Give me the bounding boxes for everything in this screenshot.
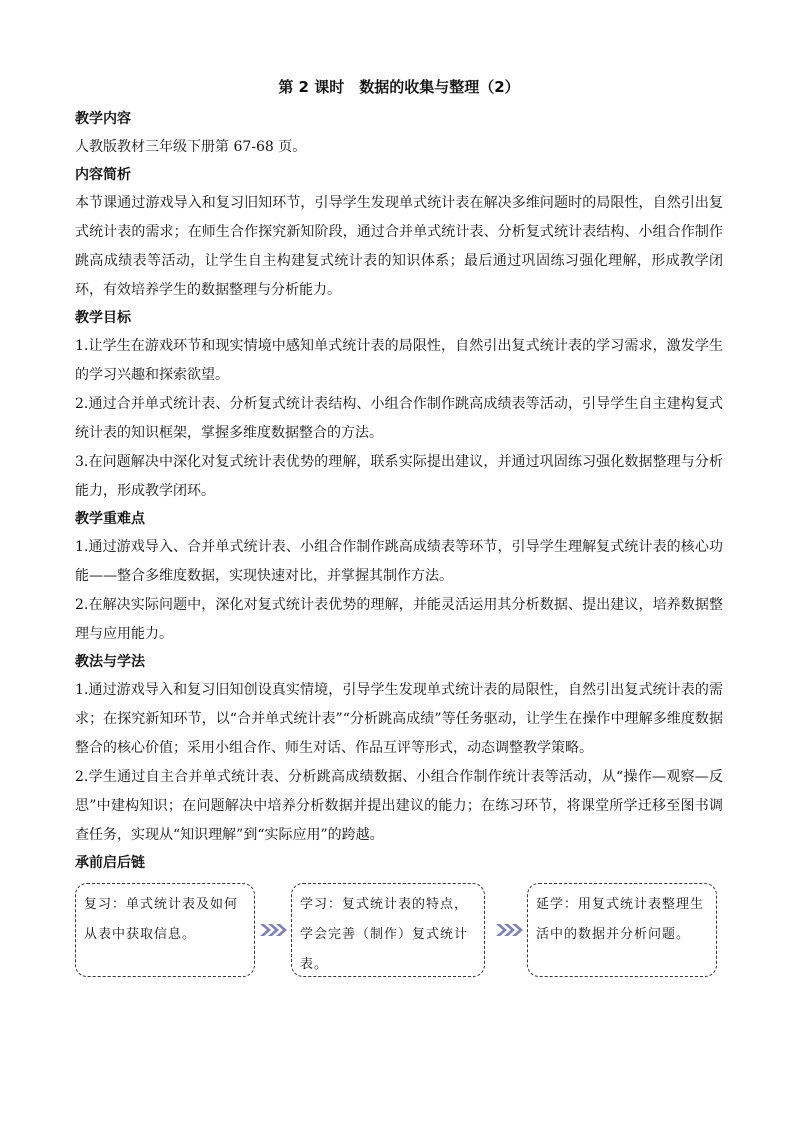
method-item: 2.学生通过自主合并单式统计表、分析跳高成绩数据、小组合作制作统计表等活动，从“操作—观察—反思”中建构知识；在问题解决中培养分析数据并提出建议的能力；在练习环节，将课堂所学迁移至图书调查任务，实现从“知识理解”到“实际应用”的跨越。 [75, 769, 723, 843]
double-chevron-right-icon [495, 923, 523, 937]
section-heading-keypoints: 教学重难点 [75, 511, 145, 527]
goal-item: 3.在问题解决中深化对复式统计表优势的理解，联系实际提出建议，并通过巩固练习强化数据整理与分析能力，形成教学闭环。 [75, 454, 723, 499]
chain-box-learn: 学习：复式统计表的特点，学会完善（制作）复式统计表。 [291, 883, 485, 977]
section-heading-methods: 教法与学法 [75, 654, 145, 670]
double-chevron-right-icon [259, 923, 287, 937]
section-heading-content: 教学内容 [75, 111, 131, 127]
document-page [75, 70, 723, 983]
section-heading-chain: 承前启后链 [75, 855, 145, 871]
goal-item: 1.让学生在游戏环节和现实情境中感知单式统计表的局限性，自然引出复式统计表的学习需求，激发学生的学习兴趣和探索欲望。 [75, 338, 723, 383]
section-heading-goals: 教学目标 [75, 310, 131, 326]
chain-box-extend: 延学：用复式统计表整理生活中的数据并分析问题。 [527, 883, 717, 977]
goal-item: 2.通过合并单式统计表、分析复式统计表结构、小组合作制作跳高成绩表等活动，引导学生自主建构复式统计表的知识框架，掌握多维度数据整合的方法。 [75, 396, 723, 441]
method-item: 1.通过游戏导入和复习旧知创设真实情境，引导学生发现单式统计表的局限性，自然引出复式统计表的需求；在探究新知环节，以“合并单式统计表”“分析跳高成绩”等任务驱动，让学生在操作中理解多维度数据整合的核心价值；采用小组合作、师生对话、作品互评等形式，动态调整教学策略。 [75, 682, 723, 756]
content-text: 人教版教材三年级下册第 67-68 页。 [75, 139, 307, 155]
chain-box-review: 复习：单式统计表及如何从表中获取信息。 [75, 883, 255, 977]
lesson-title: 第 2 课时 数据的收集与整理（2） [278, 78, 520, 96]
section-heading-summary: 内容简析 [75, 167, 131, 183]
lesson-chain-flow [75, 883, 723, 983]
keypoint-item: 2.在解决实际问题中，深化对复式统计表优势的理解，并能灵活运用其分析数据、提出建议，培养数据整理与应用能力。 [75, 597, 723, 642]
keypoint-item: 1.通过游戏导入、合并单式统计表、小组合作制作跳高成绩表等环节，引导学生理解复式统计表的核心功能——整合多维度数据，实现快速对比，并掌握其制作方法。 [75, 539, 723, 584]
summary-text: 本节课通过游戏导入和复习旧知环节，引导学生发现单式统计表在解决多维问题时的局限性，自然引出复式统计表的需求；在师生合作探究新知阶段，通过合并单式统计表、分析复式统计表结构、小组合作制作跳高成绩表等活动，让学生自主构建复式统计表的知识体系；最后通过巩固练习强化理解，形成教学闭环，有效培养学生的数据整理与分析能力。 [75, 195, 723, 298]
